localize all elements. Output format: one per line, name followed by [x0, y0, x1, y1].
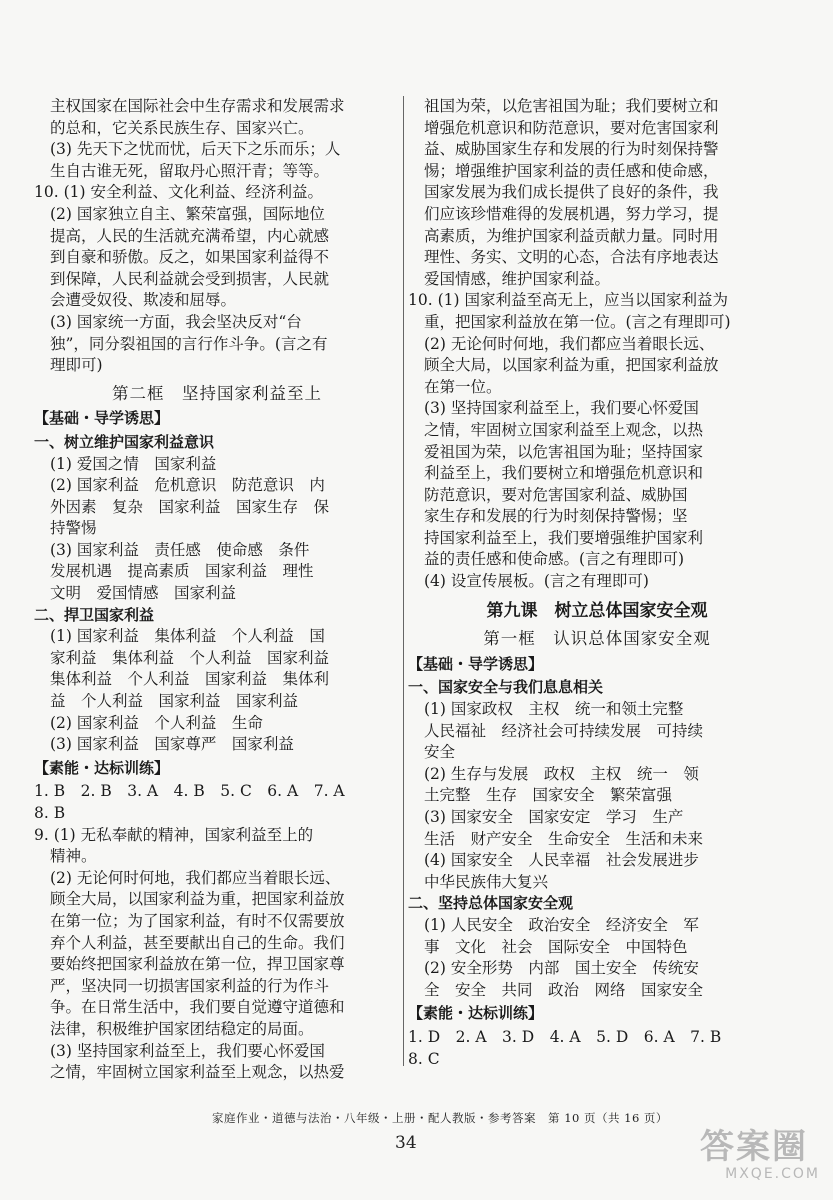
text-line: 生活 财产安全 生命安全 生活和未来 — [424, 829, 704, 848]
text-line: 到保障，人民利益就会受到损害，人民就 — [50, 269, 330, 288]
text-line: (3) 国家统一方面，我会坚决反对“台 — [50, 312, 302, 331]
question-9: 9. (1) 无私奉献的精神，国家利益至上的 — [34, 825, 314, 844]
text-line: 防范意识，要对危害国家利益、威胁国 — [424, 485, 688, 504]
text-line: 全 安全 共同 政治 网络 国家安全 — [424, 980, 704, 999]
text-line: 在第一位；为了国家利益，有时不仅需要放 — [50, 911, 345, 930]
subsection-heading: 一、国家安全与我们息息相关 — [408, 678, 604, 697]
answer-key-line: 8. B — [34, 804, 66, 822]
column-divider — [403, 96, 404, 1066]
text-line: 爱祖国为荣，以危害祖国为耻；坚持国家 — [424, 442, 704, 461]
text-line: 主权国家在国际社会中生存需求和发展需求 — [50, 97, 345, 115]
question-10: 10. (1) 安全利益、文化利益、经济利益。 — [34, 183, 323, 202]
text-line: (4) 设宣传展板。(言之有理即可) — [424, 572, 649, 591]
text-line: 安全 — [424, 743, 456, 762]
text-line: 爱国情感，维护国家利益。 — [424, 269, 611, 288]
lesson-title: 第九课 树立总体国家安全观 — [486, 600, 708, 621]
text-line: 精神。 — [50, 847, 97, 866]
text-line: (3) 国家安全 国家安定 学习 生产 — [424, 808, 684, 826]
text-line: 中华民族伟大复兴 — [424, 872, 549, 891]
text-line: 发展机遇 提高素质 国家利益 理性 — [50, 562, 314, 581]
answer-key-line: 8. C — [408, 1049, 440, 1068]
text-line: 事 文化 社会 国际安全 中国特色 — [424, 937, 688, 956]
left-column — [34, 96, 400, 1084]
text-line: 高素质，为维护国家利益贡献力量。同时用 — [424, 226, 719, 245]
text-line: (3) 坚持国家利益至上，我们要心怀爱国 — [50, 1041, 325, 1060]
text-line: 国家发展为我们成长提供了良好的条件，我 — [424, 183, 719, 202]
text-line: 会遭受奴役、欺凌和屈辱。 — [50, 291, 237, 310]
section-label: 【基础・导学诱思】 — [408, 654, 544, 673]
text-line: 们应该珍惜难得的发展机遇，努力学习，提 — [424, 204, 719, 223]
text-line: (1) 爱国之情 国家利益 — [50, 454, 217, 473]
text-line: (4) 国家安全 人民幸福 社会发展进步 — [424, 851, 699, 870]
watermark-mark: 答案圈 — [700, 1127, 808, 1167]
text-line: 提高，人民的生活就充满希望，内心就感 — [50, 226, 330, 245]
section-label: 【素能・达标训练】 — [408, 1004, 544, 1023]
text-line: 持警惕 — [50, 519, 97, 538]
watermark-site: MXQE.COM — [725, 1166, 820, 1182]
text-line: 益、威胁国家生存和发展的行为时刻保持警 — [424, 140, 719, 159]
page-number: 34 — [395, 1133, 417, 1153]
text-line: 在第一位。 — [424, 377, 502, 396]
text-line: 重，把国家利益放在第一位。(言之有理即可) — [424, 312, 731, 331]
text-line: (3) 国家利益 国家尊严 国家利益 — [50, 735, 294, 754]
text-line: 土完整 生存 国家安全 繁荣富强 — [424, 786, 673, 805]
text-line: 家生存和发展的行为时刻保持警惕；坚 — [424, 507, 688, 526]
text-line: (1) 人民安全 政治安全 经济安全 军 — [424, 915, 699, 934]
text-line: 增强危机意识和防范意识，要对危害国家利 — [424, 118, 719, 137]
page-footer: 家庭作业・道德与法治・八年级・上册・配人教版・参考答案 第 10 页（共 16 页） — [212, 1111, 668, 1125]
answer-key-line: 1. D 2. A 3. D 4. A 5. D 6. A 7. B — [408, 1027, 722, 1046]
section-title: 第二框 坚持国家利益至上 — [112, 383, 322, 403]
text-line: 家利益 集体利益 个人利益 国家利益 — [50, 648, 330, 667]
text-line: 理性、务实、文明的心态，合法有序地表达 — [424, 248, 719, 267]
text-line: 争。在日常生活中，我们要自觉遵守道德和 — [50, 998, 345, 1017]
text-line: 人民福祉 经济社会可持续发展 可持续 — [424, 721, 704, 740]
text-line: (1) 国家政权 主权 统一和领土完整 — [424, 700, 684, 719]
text-line: (3) 先天下之忧而忧，后天下之乐而乐；人 — [50, 140, 341, 159]
text-line: 顾全大局，以国家利益为重，把国家利益放 — [50, 890, 345, 909]
text-line: 祖国为荣，以危害祖国为耻；我们要树立和 — [424, 97, 719, 115]
text-line: (3) 国家利益 责任感 使命感 条件 — [50, 540, 310, 559]
text-line: 弃个人利益，甚至要献出自己的生命。我们 — [50, 933, 345, 952]
text-line: (2) 国家利益 危机意识 防范意识 内 — [50, 476, 325, 495]
text-line: (2) 无论何时何地，我们都应当着眼长远、 — [50, 868, 341, 887]
answer-key-line: 1. B 2. B 3. A 4. B 5. C 6. A 7. A — [34, 782, 345, 801]
section-label: 【素能・达标训练】 — [34, 758, 170, 777]
text-line: 文明 爱国情感 国家利益 — [50, 584, 237, 603]
subsection-heading: 二、坚持总体国家安全观 — [408, 894, 574, 913]
text-line: 的总和，它关系民族生存、国家兴亡。 — [50, 118, 314, 137]
text-line: 要始终把国家利益放在第一位，捍卫国家尊 — [50, 955, 345, 974]
subsection-heading: 二、捍卫国家利益 — [34, 605, 155, 624]
text-line: 持国家利益至上，我们要增强维护国家利 — [424, 528, 704, 547]
text-line: (2) 无论何时何地，我们都应当着眼长远、 — [424, 334, 715, 353]
text-line: 之情，牢固树立国家利益至上观念，以热 — [424, 420, 704, 439]
text-line: 益 个人利益 国家利益 国家利益 — [50, 692, 299, 711]
text-line: 法律，积极维护国家团结稳定的局面。 — [50, 1019, 314, 1038]
question-10: 10. (1) 国家利益至高无上，应当以国家利益为 — [408, 291, 728, 310]
text-line: 严，坚决同一切损害国家利益的行为作斗 — [50, 976, 330, 995]
text-line: 顾全大局，以国家利益为重，把国家利益放 — [424, 356, 719, 375]
text-line: (2) 国家独立自主、繁荣富强，国际地位 — [50, 204, 325, 223]
section-label: 【基础・导学诱思】 — [34, 409, 170, 428]
subsection-heading: 一、树立维护国家利益意识 — [34, 432, 215, 451]
text-line: (2) 生存与发展 政权 主权 统一 领 — [424, 764, 699, 783]
text-line: 利益至上，我们要树立和增强危机意识和 — [424, 464, 704, 483]
text-line: 益的责任感和使命感。(言之有理即可) — [424, 550, 685, 569]
text-line: (1) 国家利益 集体利益 个人利益 国 — [50, 627, 325, 646]
text-line: 惕；增强维护国家利益的责任感和使命感， — [424, 161, 719, 180]
right-column — [408, 96, 786, 1070]
text-line: (2) 安全形势 内部 国土安全 传统安 — [424, 959, 699, 978]
text-line: 生自古谁无死，留取丹心照汗青；等等。 — [50, 161, 330, 180]
text-line: 集体利益 个人利益 国家利益 集体利 — [50, 670, 330, 689]
text-line: (3) 坚持国家利益至上，我们要心怀爱国 — [424, 399, 699, 418]
text-line: (2) 国家利益 个人利益 生命 — [50, 713, 263, 732]
text-line: 外因素 复杂 国家利益 国家生存 保 — [50, 497, 330, 516]
text-line: 理即可) — [50, 356, 103, 375]
text-line: 之情，牢固树立国家利益至上观念，以热爱 — [50, 1063, 345, 1082]
text-line: 独”，同分裂祖国的言行作斗争。(言之有 — [50, 334, 328, 353]
text-line: 到自豪和骄傲。反之，如果国家利益得不 — [50, 248, 330, 267]
section-title: 第一框 认识总体国家安全观 — [483, 629, 711, 649]
watermark-logo — [700, 1128, 820, 1190]
